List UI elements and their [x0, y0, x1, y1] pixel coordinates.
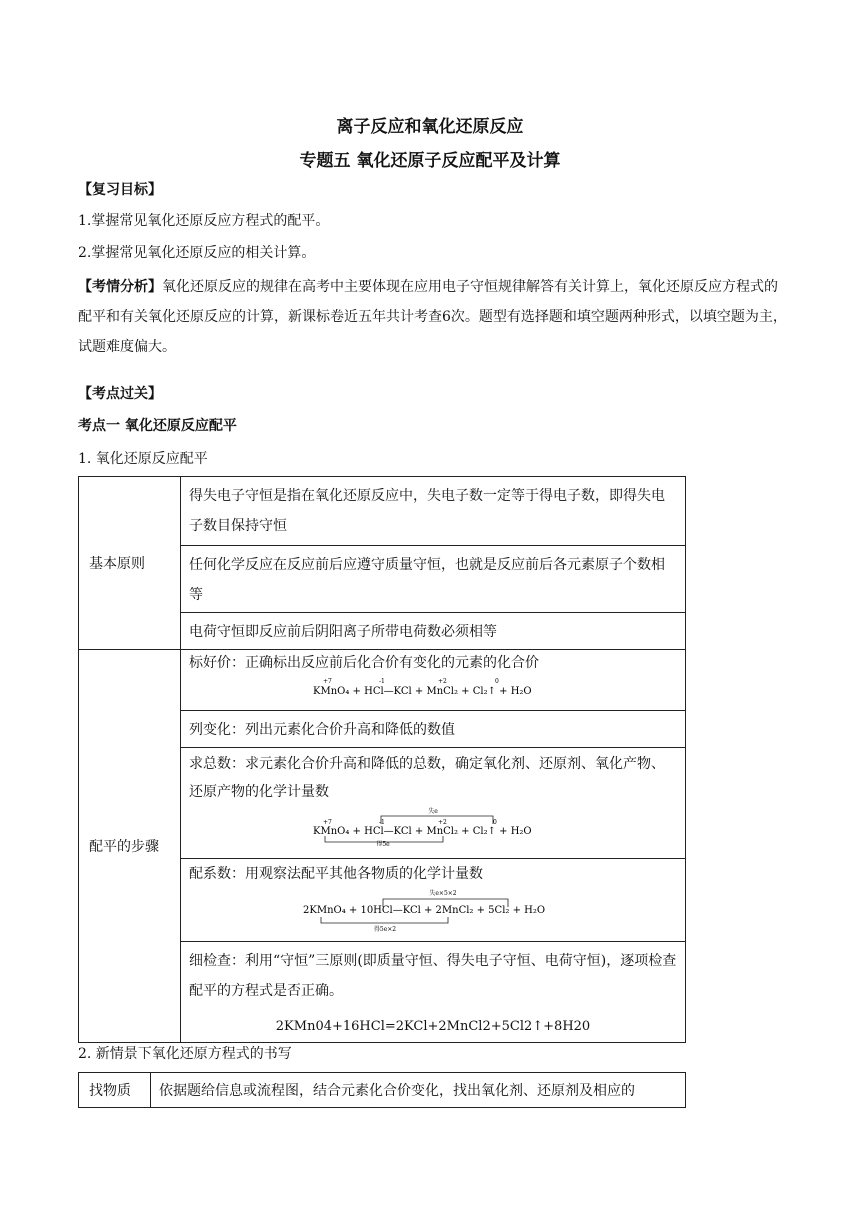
subtitle: 专题五 氧化还原子反应配平及计算 — [299, 151, 561, 171]
main-title: 离子反应和氧化还原反应 — [336, 117, 524, 137]
table-row — [79, 650, 686, 711]
basic-row-mass: 任何化学反应在反应前后应遵守质量守恒，也就是反应前后各元素原子个数相等 — [189, 557, 665, 603]
equation-graphic — [283, 674, 583, 698]
step-label-price: 标好价：正确标出反应前后化合价有变化的元素的化合价 — [189, 655, 539, 671]
svg-text:+2: +2 — [438, 819, 447, 826]
section1-title: 1. 氧化还原反应配平 — [78, 451, 208, 467]
kaodian-heading: 【考点过关】 — [78, 386, 162, 402]
analysis-text: 氧化还原反应的规律在高考中主要体现在应用电子守恒规律解答有关计算上，氧化还原反应方程式的配平和有关氧化还原反应的计算，新课标卷近五年共计考查6次。题型有选择题和填空题两种形式，以填空题为主，试题难度偏大。 — [78, 279, 787, 355]
equation-label-valence — [189, 674, 677, 701]
steps-label: 配平的步骤 — [79, 650, 181, 1043]
basic-principle-label: 基本原则 — [79, 477, 181, 650]
svg-text:+7: +7 — [323, 678, 332, 685]
section2-title: 2. 新情景下氧化还原方程式的书写 — [78, 1046, 292, 1062]
review-item-2: 2.掌握常见氧化还原反应的相关计算。 — [78, 245, 316, 261]
balancing-table — [78, 476, 686, 1043]
review-heading: 【复习目标】 — [78, 182, 162, 198]
lose-electron-label: 失e — [428, 808, 438, 815]
gain-electron-label-2: 得5e×2 — [373, 926, 397, 933]
point1-title: 考点一 氧化还原反应配平 — [78, 418, 237, 434]
step-total: 求总数：求元素化合价升高和降低的总数，确定氧化剂、还原剂、氧化产物、还原产物的化学计量数 — [189, 756, 665, 800]
step-list-change: 列变化：列出元素化合价升高和降低的数值 — [189, 722, 455, 738]
lose-electron-label-2: 失e×5×2 — [429, 890, 457, 897]
review-item-1: 1.掌握常见氧化还原反应方程式的配平。 — [78, 213, 330, 229]
final-equation: 2KMn04+16HCl=2KCl+2MnCl2+5Cl2↑+8H20 — [275, 1019, 591, 1034]
svg-text:0: 0 — [493, 819, 497, 826]
step-check: 细检查：利用“守恒”三原则(即质量守恒、得失电子守恒、电荷守恒)，逐项检查配平的方程式是否正确。 — [189, 953, 677, 999]
table-row — [79, 477, 686, 546]
find-substance-text: 依据题给信息或流程图，结合元素化合价变化，找出氧化剂、还原剂及相应的 — [151, 1073, 686, 1108]
svg-text:0: 0 — [495, 678, 499, 685]
basic-row-charge: 电荷守恒即反应前后阴阳离子所带电荷数必须相等 — [189, 624, 497, 640]
find-substance-label: 找物质 — [79, 1073, 151, 1108]
table-row — [79, 1073, 686, 1108]
analysis-paragraph — [78, 272, 788, 362]
coefficient-graphic — [273, 887, 593, 933]
electron-transfer-graphic — [283, 806, 583, 846]
equation-coefficient — [189, 887, 677, 936]
equation-electron-transfer — [189, 806, 677, 849]
svg-text:-1: -1 — [379, 819, 385, 826]
svg-text:+7: +7 — [323, 819, 332, 826]
step-coefficient: 配系数：用观察法配平其他各物质的化学计量数 — [189, 866, 483, 882]
svg-text:+2: +2 — [438, 678, 447, 685]
svg-text:KMnO₄ + HCl—KCl + MnCl₂ + Cl₂↑: KMnO₄ + HCl—KCl + MnCl₂ + Cl₂↑ + H₂O — [313, 686, 532, 697]
svg-text:-1: -1 — [379, 678, 385, 685]
writing-table — [78, 1072, 686, 1108]
svg-text:KMnO₄ + HCl—KCl + MnCl₂ + Cl₂↑: KMnO₄ + HCl—KCl + MnCl₂ + Cl₂↑ + H₂O — [313, 826, 532, 837]
analysis-label: 【考情分析】 — [78, 279, 162, 295]
gain-electron-label: 得5e — [376, 841, 390, 846]
svg-text:2KMnO₄ + 10HCl—KCl + 2MnCl₂ +: 2KMnO₄ + 10HCl—KCl + 2MnCl₂ + 5Cl₂ + H₂O — [303, 905, 546, 916]
basic-row-electron: 得失电子守恒是指在氧化还原反应中，失电子数一定等于得电子数，即得失电子数目保持守恒 — [189, 488, 665, 534]
